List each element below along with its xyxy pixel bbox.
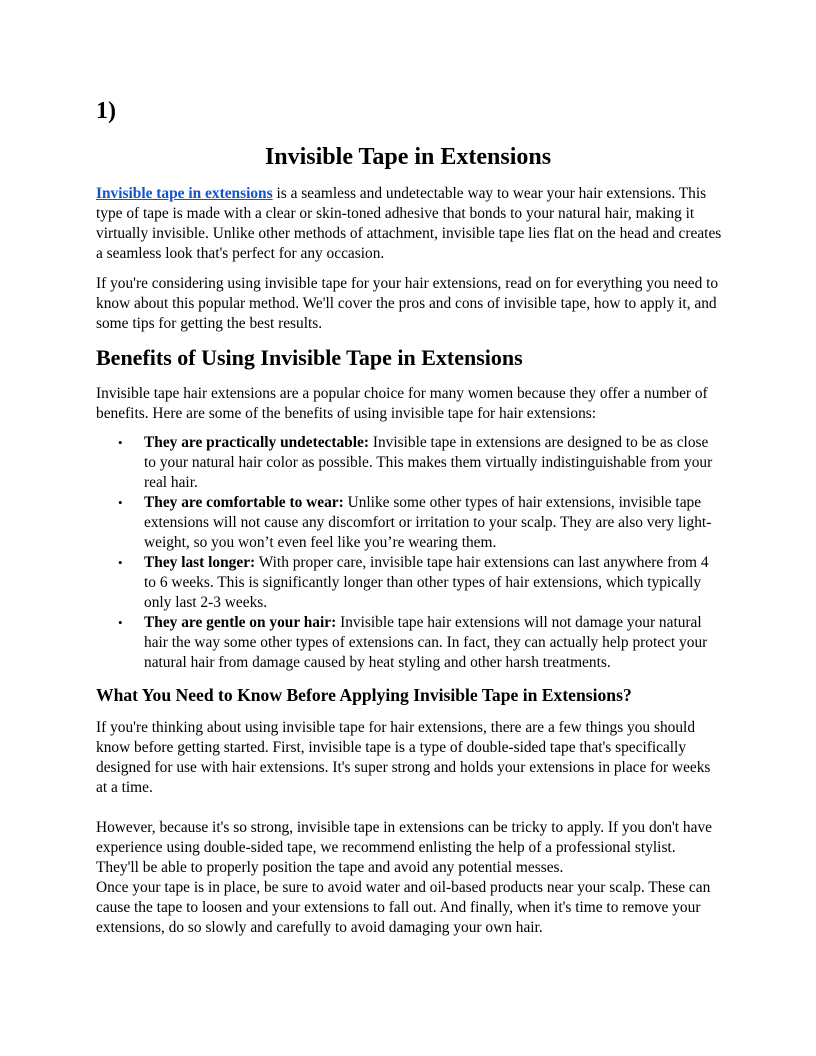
page-title: Invisible Tape in Extensions xyxy=(264,144,552,170)
list-item xyxy=(96,553,722,613)
list-item-text: Invisible tape hair extensions will not damage your natural hair the way some other types of extensions can. In fact, they can actually help protect your natural hair from damage caused by heat styling and other harsh treatments. xyxy=(144,614,708,671)
intro-paragraph xyxy=(96,184,722,264)
list-item-text: With proper care, invisible tape hair extensions can last anywhere from 4 to 6 weeks. This is significantly longer than other types of hair extensions, which typically only last 2-3 weeks. xyxy=(144,554,709,611)
bullet-icon: • xyxy=(118,615,123,630)
know-before-heading: What You Need to Know Before Applying Invisible Tape in Extensions? xyxy=(96,685,632,705)
know-before-paragraph-3: Once your tape is in place, be sure to avoid water and oil-based products near your scalp. These can cause the tape to loosen and your extensions to fall out. And finally, when it's time to remove your extensions, do so slowly and carefully to avoid damaging your own hair. xyxy=(96,879,711,936)
list-item-label: They are practically undetectable: xyxy=(144,434,369,451)
know-before-paragraph-1: If you're thinking about using invisible tape for hair extensions, there are a few things you should know before getting started. First, invisible tape is a type of double-sided tape that's specifically designed for use with hair extensions. It's super strong and holds your extensions in place for weeks at a time. xyxy=(96,719,711,796)
heading-number: 1) xyxy=(96,98,116,124)
bullet-icon: • xyxy=(118,435,123,450)
benefits-intro: Invisible tape hair extensions are a popular choice for many women because they offer a number of benefits. Here are some of the benefits of using invisible tape for hair extensions: xyxy=(96,385,708,422)
bullet-icon: • xyxy=(118,555,123,570)
list-item xyxy=(96,613,722,673)
paragraph-considering: If you're considering using invisible tape for your hair extensions, read on for everything you need to know about this popular method. We'll cover the pros and cons of invisible tape, how to apply it, and some tips for getting the best results. xyxy=(96,275,719,332)
bullet-icon: • xyxy=(118,495,123,510)
invisible-tape-link[interactable]: Invisible tape in extensions xyxy=(96,185,273,202)
list-item xyxy=(96,493,722,553)
list-item-label: They last longer: xyxy=(144,554,256,571)
list-item-text: Invisible tape in extensions are designed to be as close to your natural hair color as possible. This makes them virtually indistinguishable from your real hair. xyxy=(144,434,713,491)
intro-text: is a seamless and undetectable way to wear your hair extensions. This type of tape is made with a clear or skin-toned adhesive that bonds to your natural hair, making it virtually invisible. Unlike other methods of attachment, invisible tape lies flat on the head and creates a seamless look that's perfect for any occasion. xyxy=(96,185,722,262)
list-item-text: Unlike some other types of hair extensions, invisible tape extensions will not cause any discomfort or irritation to your scalp. They are also very light-weight, so you won’t even feel like you’re wearing them. xyxy=(144,494,712,551)
list-item xyxy=(96,433,722,493)
know-before-paragraph-2: However, because it's so strong, invisible tape in extensions can be tricky to apply. If you don't have experience using double-sided tape, we recommend enlisting the help of a professional stylist. They'll be able to properly position the tape and avoid any potential messes. xyxy=(96,819,712,876)
benefits-list xyxy=(96,433,722,673)
list-item-label: They are comfortable to wear: xyxy=(144,494,344,511)
benefits-heading: Benefits of Using Invisible Tape in Extensions xyxy=(96,345,523,370)
list-item-label: They are gentle on your hair: xyxy=(144,614,337,631)
